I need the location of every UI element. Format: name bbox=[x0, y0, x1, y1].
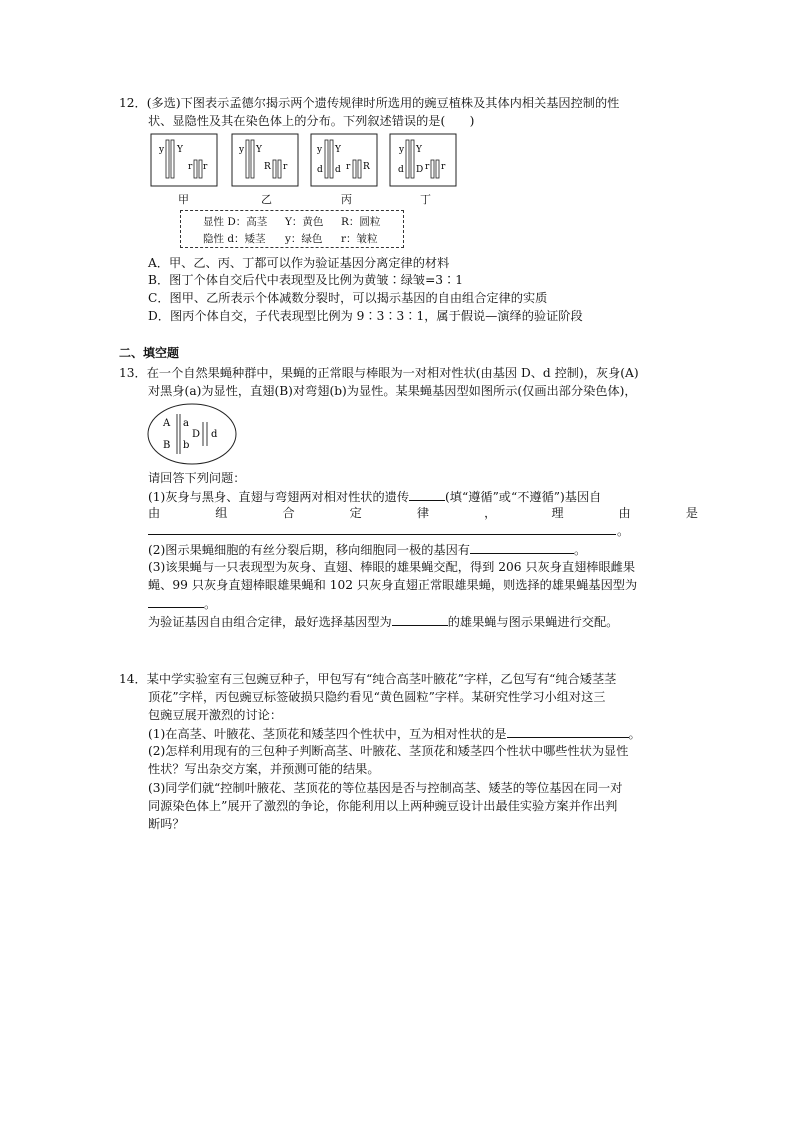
q13-part1-period: 。 bbox=[617, 524, 630, 538]
svg-text:a: a bbox=[183, 418, 189, 429]
figure-box-yi bbox=[232, 134, 298, 186]
q12-option-b: B．图丁个体自交后代中表现型及比例为黄皱∶绿皱=3∶1 bbox=[148, 273, 463, 287]
q13-prompt: 请回答下列问题： bbox=[148, 471, 246, 485]
section-title: 二、填空题 bbox=[119, 346, 180, 360]
svg-text:D: D bbox=[192, 429, 201, 440]
q14-part3-line1: (3)同学们就“控制叶腋花、茎顶花的等位基因是否与控制高茎、矮茎的等位基因在同一对 bbox=[148, 781, 623, 795]
q14-part1-period: 。 bbox=[628, 727, 641, 741]
svg-text:y: y bbox=[317, 145, 323, 155]
svg-text:A: A bbox=[163, 418, 171, 429]
figure-box-bing bbox=[311, 134, 377, 186]
q14-part3-line3: 断吗？ bbox=[148, 817, 185, 831]
svg-text:d: d bbox=[398, 165, 404, 175]
q13-part1-line1 bbox=[148, 488, 601, 505]
q13-part1-line2 bbox=[148, 505, 698, 521]
figure-box-ding bbox=[390, 134, 456, 186]
svg-text:b: b bbox=[183, 440, 190, 451]
svg-text:Y: Y bbox=[335, 145, 341, 155]
q13-part3-end-text-b: 的雄果蝇与图示果蝇进行交配。 bbox=[447, 615, 619, 629]
legend-recessive-2: y：绿色 bbox=[285, 233, 323, 245]
svg-text:B: B bbox=[163, 440, 171, 451]
q13-spread-char: 合 bbox=[282, 506, 295, 520]
q13-part1-answer-blank[interactable] bbox=[148, 534, 616, 535]
q14-part1 bbox=[148, 725, 641, 742]
q13-part3-line2: 蝇、99 只灰身直翅棒眼雄果蝇和 102 只灰身直翅正常眼雄果蝇，则选择的雄果蝇基因型为 bbox=[148, 578, 638, 592]
svg-text:r: r bbox=[283, 162, 288, 172]
legend-dominant-3: R：圆粒 bbox=[341, 216, 381, 228]
legend-recessive-1: 隐性 d：矮茎 bbox=[203, 233, 266, 245]
q13-spread-char: 定 bbox=[349, 506, 362, 520]
figure-label-jia: 甲 bbox=[178, 193, 189, 206]
q12-option-d: D．图丙个体自交，子代表现型比例为 9∶3∶3∶1，属于假说—演绎的验证阶段 bbox=[148, 309, 583, 323]
svg-text:r: r bbox=[346, 162, 351, 172]
q14-part3-line2: 同源染色体上”展开了激烈的争论，你能利用以上两种豌豆设计出最佳实验方案并作出判 bbox=[148, 799, 618, 813]
q13-part2-period: 。 bbox=[573, 543, 587, 557]
legend-dominant-2: Y：黄色 bbox=[285, 216, 324, 228]
svg-text:y: y bbox=[399, 145, 405, 155]
svg-text:Y: Y bbox=[177, 145, 183, 155]
svg-text:y: y bbox=[159, 145, 165, 155]
figure-label-ding: 丁 bbox=[420, 193, 431, 206]
legend-box bbox=[180, 210, 404, 248]
fruit-fly-cell-figure bbox=[146, 402, 238, 466]
svg-text:R: R bbox=[363, 162, 370, 172]
q12-option-a: A．甲、乙、丙、丁都可以作为验证基因分离定律的材料 bbox=[148, 256, 450, 270]
q14-part2-line2: 性状？写出杂交方案，并预测可能的结果。 bbox=[148, 762, 380, 776]
figure-box-jia bbox=[151, 134, 217, 186]
svg-text:D: D bbox=[416, 165, 424, 175]
svg-text:r: r bbox=[441, 162, 446, 172]
svg-text:r: r bbox=[203, 162, 208, 172]
q13-part3-period: 。 bbox=[204, 597, 217, 611]
q13-spread-char: 组 bbox=[215, 506, 228, 520]
svg-text:Y: Y bbox=[256, 145, 262, 155]
q13-spread-char: 由 bbox=[148, 506, 161, 520]
svg-text:d: d bbox=[317, 165, 323, 175]
legend-recessive-3: r：皱粒 bbox=[341, 233, 378, 245]
svg-text:r: r bbox=[188, 162, 193, 172]
q14-part1-text: (1)在高茎、叶腋花、茎顶花和矮茎四个性状中，互为相对性状的是 bbox=[148, 727, 507, 741]
q12-stem-line-1: 12．(多选)下图表示孟德尔揭示两个遗传规律时所选用的豌豆植株及其体内相关基因控制的性 bbox=[119, 96, 620, 110]
svg-text:d: d bbox=[335, 165, 341, 175]
q14-stem-line-2: 顶花”字样，丙包豌豆标签破损只隐约看见“黄色圆粒”字样。某研究性学习小组对这三 bbox=[148, 690, 606, 704]
q13-spread-char: 是 bbox=[685, 506, 698, 520]
svg-text:R: R bbox=[264, 162, 271, 172]
q12-option-c: C．图甲、乙所表示个体减数分裂时，可以揭示基因的自由组合定律的实质 bbox=[148, 291, 548, 305]
q13-part3-line3 bbox=[148, 595, 216, 612]
q13-part1-blank-1[interactable] bbox=[409, 488, 445, 501]
q13-stem-line-1: 13．在一个自然果蝇种群中，果蝇的正常眼与棒眼为一对相对性状(由基因 D、d 控制)，灰身(A) bbox=[119, 366, 639, 380]
q13-part2-blank[interactable] bbox=[470, 541, 574, 554]
q13-spread-char: 由 bbox=[618, 506, 631, 520]
q13-part3-blank-2[interactable] bbox=[392, 613, 448, 626]
q13-part3-end-text: 为验证基因自由组合定律，最好选择基因型为 bbox=[148, 615, 392, 629]
q14-stem-line-3: 包豌豆展开激烈的讨论： bbox=[148, 708, 283, 722]
q13-part2-text: (2)图示果蝇细胞的有丝分裂后期，移向细胞同一极的基因有 bbox=[148, 543, 470, 557]
svg-text:d: d bbox=[211, 429, 218, 440]
figure-label-bing: 丙 bbox=[341, 193, 352, 206]
q12-stem-line-2: 状、显隐性及其在染色体上的分布。下列叙述错误的是( ) bbox=[148, 114, 475, 128]
q13-spread-char: ， bbox=[484, 506, 497, 520]
q13-part1-text-a: (1)灰身与黑身、直翅与弯翅两对相对性状的遗传 bbox=[148, 490, 410, 504]
q13-part1-text-b: (填“遵循”或“不遵循”)基因自 bbox=[445, 490, 602, 504]
q14-part2-line1: (2)怎样利用现有的三包种子判断高茎、叶腋花、茎顶花和矮茎四个性状中哪些性状为显性 bbox=[148, 744, 629, 758]
q13-spread-char: 律 bbox=[416, 506, 430, 520]
legend-dominant-1: 显性 D：高茎 bbox=[203, 216, 268, 228]
q13-spread-char: 理 bbox=[551, 506, 564, 520]
svg-text:r: r bbox=[425, 162, 430, 172]
q13-part3-line1: (3)该果蝇与一只表现型为灰身、直翅、棒眼的雄果蝇交配，得到 206 只灰身直翅棒眼雌果 bbox=[148, 560, 636, 574]
q14-stem-line-1: 14．某中学实验室有三包豌豆种子，甲包写有“纯合高茎叶腋花”字样，乙包写有“纯合矮茎茎 bbox=[119, 672, 617, 686]
q13-part2 bbox=[148, 541, 586, 558]
q13-part3-line4 bbox=[148, 613, 618, 630]
svg-text:Y: Y bbox=[416, 145, 422, 155]
q13-part3-blank-1[interactable] bbox=[148, 595, 204, 608]
q13-stem-line-2: 对黑身(a)为显性，直翅(B)对弯翅(b)为显性。某果蝇基因型如图所示(仅画出部分染色体)， bbox=[148, 384, 637, 398]
svg-text:y: y bbox=[239, 145, 245, 155]
figure-label-yi: 乙 bbox=[261, 193, 272, 206]
q14-part1-blank[interactable] bbox=[507, 725, 629, 738]
